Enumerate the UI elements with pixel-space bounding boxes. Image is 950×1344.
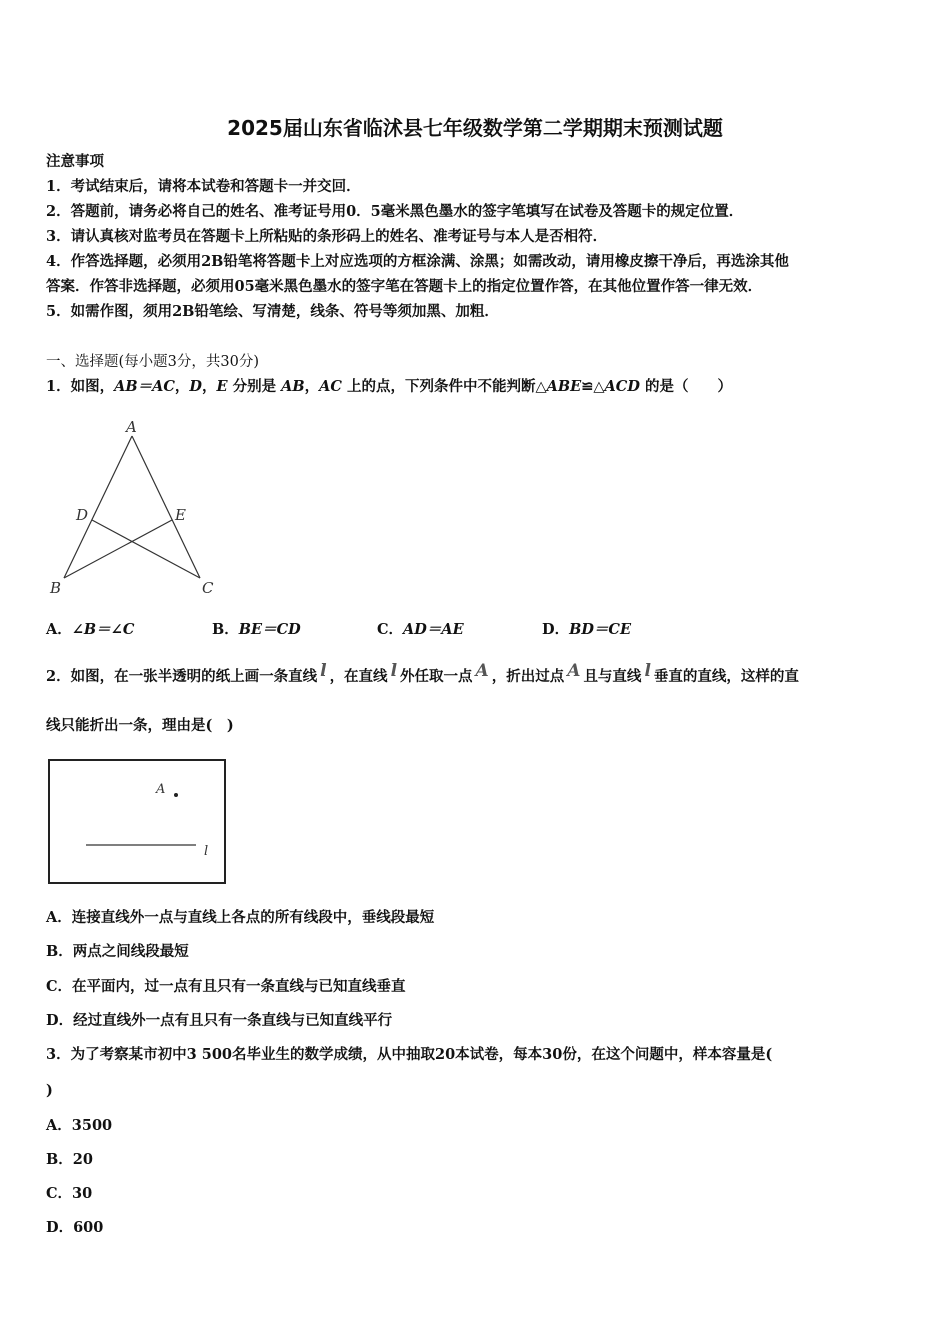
q3-option-b: B．20 bbox=[46, 1151, 93, 1168]
vertex-label-b: B bbox=[50, 579, 62, 597]
question-2-text-cont: 线只能折出一条，理由是( ) bbox=[46, 717, 234, 734]
notice-item-1: 1．考试结束后，请将本试卷和答题卡一并交回． bbox=[46, 178, 361, 195]
q1-option-b: B．BE＝CD bbox=[212, 621, 301, 638]
question-3-text: 3．为了考察某市初中3 500名毕业生的数学成绩，从中抽取20本试卷，每本30份，在这个问题中，样本容量是( bbox=[46, 1046, 773, 1063]
notice-heading: 注意事项 bbox=[46, 153, 104, 170]
question-2-text: 2．如图，在一张半透明的纸上画一条直线 l ，在直线 l 外任取一点 A ，折出过点 A 且与直线 l 垂直的直线，这样的直 bbox=[46, 661, 799, 685]
page-title: 2025届山东省临沭县七年级数学第二学期期末预测试题 bbox=[227, 116, 723, 140]
q2-option-c: C．在平面内，过一点有且只有一条直线与已知直线垂直 bbox=[46, 978, 406, 995]
notice-item-4: 4．作答选择题，必须用2B铅笔将答题卡上对应选项的方框涂满、涂黑；如需改动，请用橡皮擦干净后，再选涂其他 bbox=[46, 253, 789, 270]
q2-option-d: D．经过直线外一点有且只有一条直线与已知直线平行 bbox=[46, 1012, 393, 1029]
q1-option-d: D．BD＝CE bbox=[542, 621, 632, 638]
vertex-label-d: D bbox=[76, 506, 89, 524]
vertex-label-c: C bbox=[202, 579, 214, 597]
line-label-l: l bbox=[204, 844, 209, 859]
q2-option-a: A．连接直线外一点与直线上各点的所有线段中，垂线段最短 bbox=[46, 909, 435, 926]
q1-option-a: A．∠B＝∠C bbox=[46, 621, 135, 638]
question-1-text: 1．如图，AB＝AC，D，E 分别是 AB，AC 上的点，下列条件中不能判断△ABE≌△ACD 的是（ ） bbox=[46, 378, 732, 395]
q3-option-a: A．3500 bbox=[46, 1117, 113, 1134]
q3-option-d: D．600 bbox=[46, 1219, 104, 1236]
paper-figure bbox=[46, 757, 230, 887]
q3-option-c: C．30 bbox=[46, 1185, 93, 1202]
vertex-label-a: A bbox=[126, 418, 137, 436]
notice-item-2: 2．答题前，请务必将自己的姓名、准考证号用0．5毫米黑色墨水的签字笔填写在试卷及答题卡的规定位置． bbox=[46, 203, 744, 220]
triangle-figure bbox=[40, 412, 240, 604]
notice-item-3: 3．请认真核对监考员在答题卡上所粘贴的条形码上的姓名、准考证号与本人是否相符． bbox=[46, 228, 608, 245]
notice-item-4-cont: 答案．作答非选择题，必须用05毫米黑色墨水的签字笔在答题卡上的指定位置作答，在其他位置作答一律无效． bbox=[46, 278, 763, 295]
section-heading: 一、选择题(每小题3分，共30分) bbox=[46, 354, 259, 370]
point-label-a: A bbox=[156, 782, 166, 797]
vertex-label-e: E bbox=[175, 506, 186, 524]
notice-item-5: 5．如需作图，须用2B铅笔绘、写清楚，线条、符号等须加黑、加粗． bbox=[46, 303, 499, 320]
question-3-text-cont: ) bbox=[46, 1082, 53, 1099]
q2-option-b: B．两点之间线段最短 bbox=[46, 943, 189, 960]
q1-option-c: C．AD＝AE bbox=[377, 621, 464, 638]
